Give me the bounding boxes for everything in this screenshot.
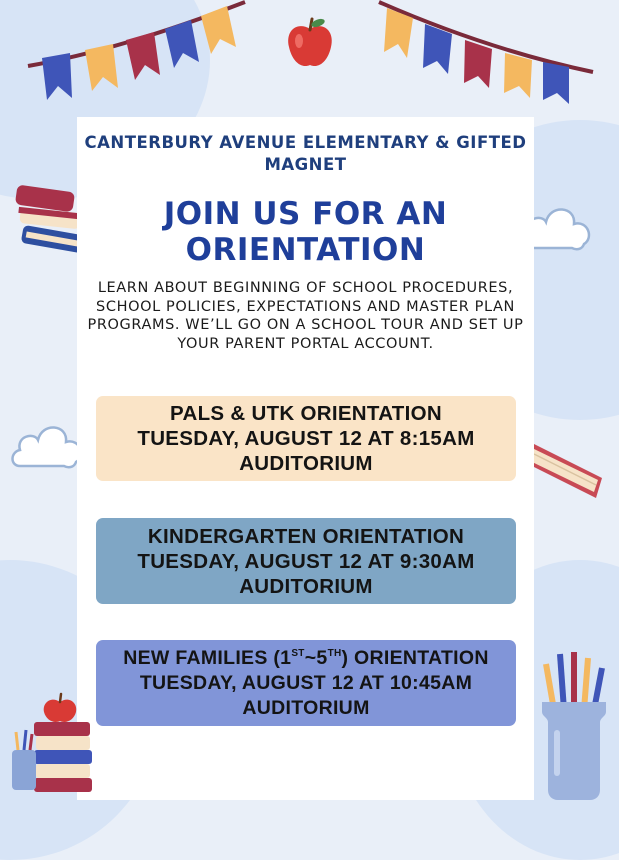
event-card-kindergarten: [96, 518, 516, 604]
school-name: CANTERBURY AVENUE ELEMENTARY & GIFTED MAGNET: [84, 133, 527, 174]
event-card-new-families: [96, 640, 516, 726]
event-title-mid: ~5: [304, 646, 328, 669]
book-stack-apple-icon: [10, 688, 100, 798]
bunting-left-icon: [0, 0, 250, 110]
intro-text: LEARN ABOUT BEGINNING OF SCHOOL PROCEDURES, SCHOOL POLICIES, EXPECTATIONS AND MASTER PLAN PROGRAMS. WE’LL GO ON A SCHOOL TOUR AND SET UP YOUR PARENT PORTAL ACCOUNT.: [87, 280, 524, 352]
event-card-pals-utk: [96, 396, 516, 481]
event-location: AUDITORIUM: [239, 452, 373, 475]
event-datetime: TUESDAY, AUGUST 12 AT 8:15AM: [137, 427, 475, 450]
event-title: KINDERGARTEN ORIENTATION: [147, 524, 465, 548]
event-title-suffix: ) ORIENTATION: [341, 646, 489, 669]
pencil-cup-icon: [540, 650, 610, 800]
bunting-right-icon: [379, 0, 619, 110]
event-title: [123, 646, 489, 671]
apple-icon: [285, 17, 335, 77]
event-location: AUDITORIUM: [242, 696, 370, 719]
event-datetime: TUESDAY, AUGUST 12 AT 9:30AM: [137, 549, 475, 573]
ordinal-suffix: ST: [291, 647, 305, 659]
event-title: PALS & UTK ORIENTATION: [170, 402, 442, 425]
event-title-prefix: NEW FAMILIES (1: [123, 646, 292, 669]
event-datetime: TUESDAY, AUGUST 12 AT 10:45AM: [139, 671, 473, 694]
headline: JOIN US FOR AN ORIENTATION: [163, 196, 448, 268]
ordinal-suffix: TH: [327, 647, 342, 659]
event-location: AUDITORIUM: [239, 574, 373, 598]
